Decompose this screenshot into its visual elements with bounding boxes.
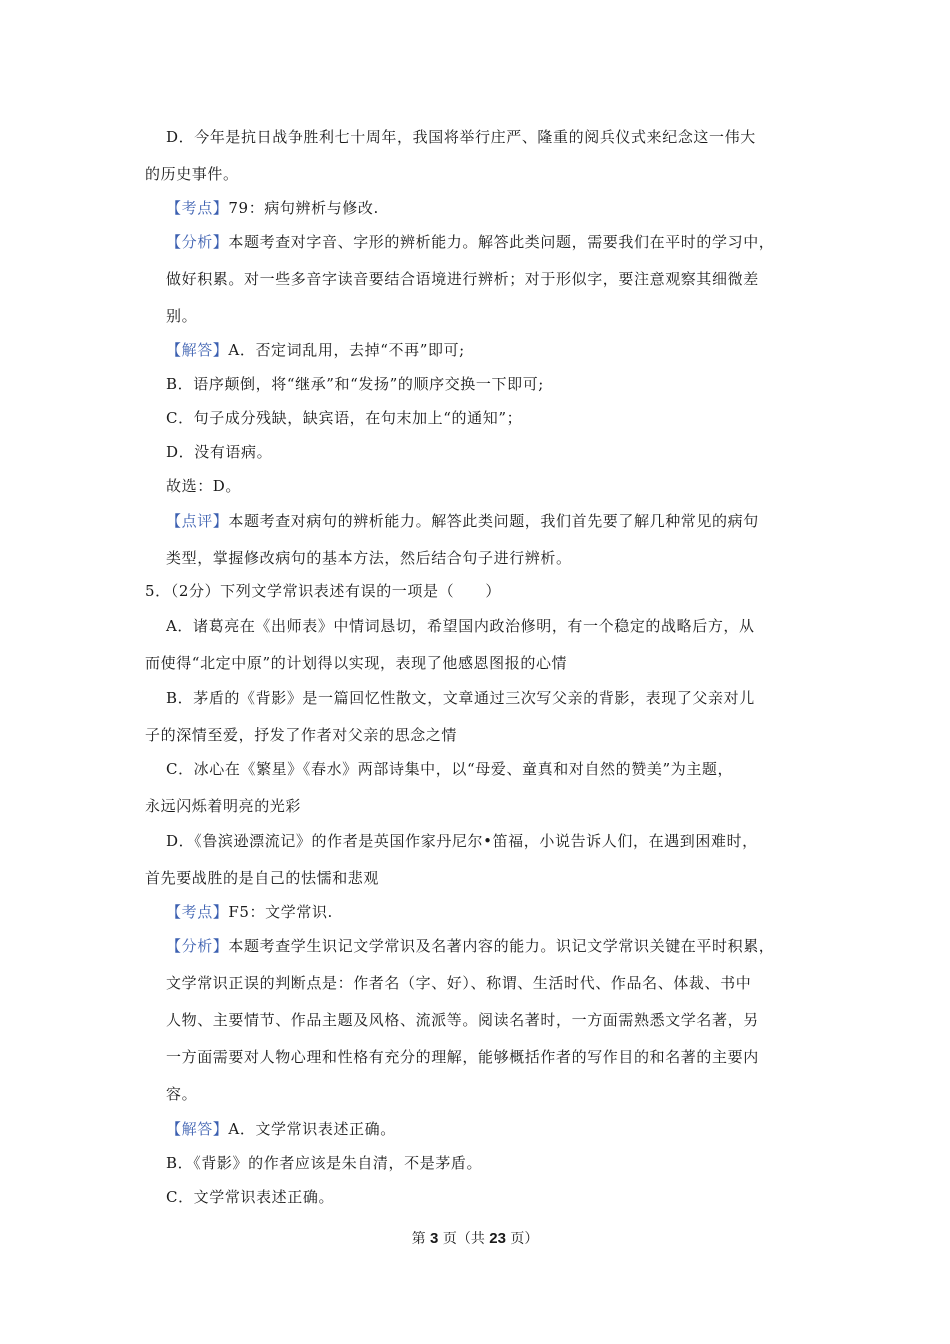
- q5-option-a-line-2: 而使得“北定中原”的计划得以实现，表现了他感恩图报的心情: [145, 654, 568, 672]
- kaodian-tag: 【考点】: [166, 199, 229, 217]
- q5-jieda-line-b: B．《背影》的作者应该是朱自清，不是茅盾。: [166, 1154, 483, 1172]
- dianping-line-2: 类型，掌握修改病句的基本方法，然后结合句子进行辨析。: [166, 549, 572, 567]
- fenxi-line-1: [166, 232, 774, 252]
- q5-option-c-line-1: C．冰心在《繁星》《春水》两部诗集中，以“母爱、童真和对自然的赞美”为主题，: [166, 760, 734, 778]
- q5-fenxi-text: 本题考查学生识记文学常识及名著内容的能力。识记文学常识关键在平时积累，: [228, 937, 775, 955]
- q5-kaodian-line: [166, 902, 333, 922]
- footer-page-number: 3: [430, 1230, 439, 1247]
- kaodian-line: [166, 198, 379, 218]
- jieda-tag: 【解答】: [166, 341, 229, 359]
- dianping-tag: 【点评】: [166, 512, 229, 530]
- jieda-line-b: B．语序颠倒，将“继承”和“发扬”的顺序交换一下即可;: [166, 375, 544, 393]
- q5-kaodian-tag: 【考点】: [166, 903, 229, 921]
- q5-fenxi-line-2: 文学常识正误的判断点是：作者名（字、好）、称谓、生活时代、作品名、体裁、书中: [166, 974, 752, 992]
- q5-stem: 5．（2分）下列文学常识表述有误的一项是（ ）: [145, 582, 501, 600]
- q5-jieda-line-a: [166, 1119, 396, 1139]
- page-footer: [0, 1229, 950, 1249]
- kaodian-text: 79：病句辨析与修改.: [228, 199, 379, 217]
- footer-total-pages: 23: [489, 1230, 506, 1247]
- footer-suffix: 页）: [505, 1231, 539, 1247]
- q5-kaodian-text: F5：文学常识.: [228, 903, 333, 921]
- dianping-line-1: [166, 511, 759, 531]
- q5-fenxi-tag: 【分析】: [166, 937, 229, 955]
- fenxi-text: 本题考查对字音、字形的辨析能力。解答此类问题，需要我们在平时的学习中，: [228, 233, 775, 251]
- q5-jieda-line-c: C．文学常识表述正确。: [166, 1188, 335, 1206]
- q5-fenxi-line-1: [166, 936, 774, 956]
- q5-option-b-line-1: B．茅盾的《背影》是一篇回忆性散文，文章通过三次写父亲的背影，表现了父亲对儿: [166, 689, 755, 707]
- q5-fenxi-line-3: 人物、主要情节、作品主题及风格、流派等。阅读名著时，一方面需熟悉文学名著，另: [166, 1011, 759, 1029]
- option-d-line-2: 的历史事件。: [145, 165, 239, 183]
- q5-fenxi-line-4: 一方面需要对人物心理和性格有充分的理解，能够概括作者的写作目的和名著的主要内: [166, 1048, 759, 1066]
- q5-option-d-line-2: 首先要战胜的是自己的怯懦和悲观: [145, 869, 380, 887]
- fenxi-line-3: 别。: [166, 307, 198, 325]
- footer-middle: 页（共: [438, 1231, 490, 1247]
- q5-jieda-tag: 【解答】: [166, 1120, 229, 1138]
- footer-prefix: 第: [411, 1231, 431, 1247]
- q5-option-b-line-2: 子的深情至爱，抒发了作者对父亲的思念之情: [145, 726, 458, 744]
- q5-option-c-line-2: 永远闪烁着明亮的光彩: [145, 797, 302, 815]
- jieda-line-d: D．没有语病。: [166, 443, 273, 461]
- jieda-line-c: C．句子成分残缺，缺宾语，在句末加上“的通知”；: [166, 409, 523, 427]
- q5-fenxi-line-5: 容。: [166, 1085, 198, 1103]
- dianping-text: 本题考查对病句的辨析能力。解答此类问题，我们首先要了解几种常见的病句: [228, 512, 759, 530]
- jieda-text-a: A．否定词乱用，去掉“不再”即可;: [228, 341, 465, 359]
- q5-option-a-line-1: A．诸葛亮在《出师表》中情词恳切，希望国内政治修明，有一个稳定的战略后方，从: [166, 617, 755, 635]
- fenxi-line-2: 做好积累。对一些多音字读音要结合语境进行辨析；对于形似字，要注意观察其细微差: [166, 270, 759, 288]
- q5-option-d-line-1: D．《鲁滨逊漂流记》的作者是英国作家丹尼尔•笛福，小说告诉人们，在遇到困难时，: [166, 832, 758, 850]
- jieda-line-a: [166, 340, 465, 360]
- q5-jieda-text-a: A．文学常识表述正确。: [228, 1120, 396, 1138]
- fenxi-tag: 【分析】: [166, 233, 229, 251]
- answer-line: 故选：D。: [166, 477, 242, 495]
- option-d-line-1: D．今年是抗日战争胜利七十周年，我国将举行庄严、隆重的阅兵仪式来纪念这一伟大: [166, 128, 756, 146]
